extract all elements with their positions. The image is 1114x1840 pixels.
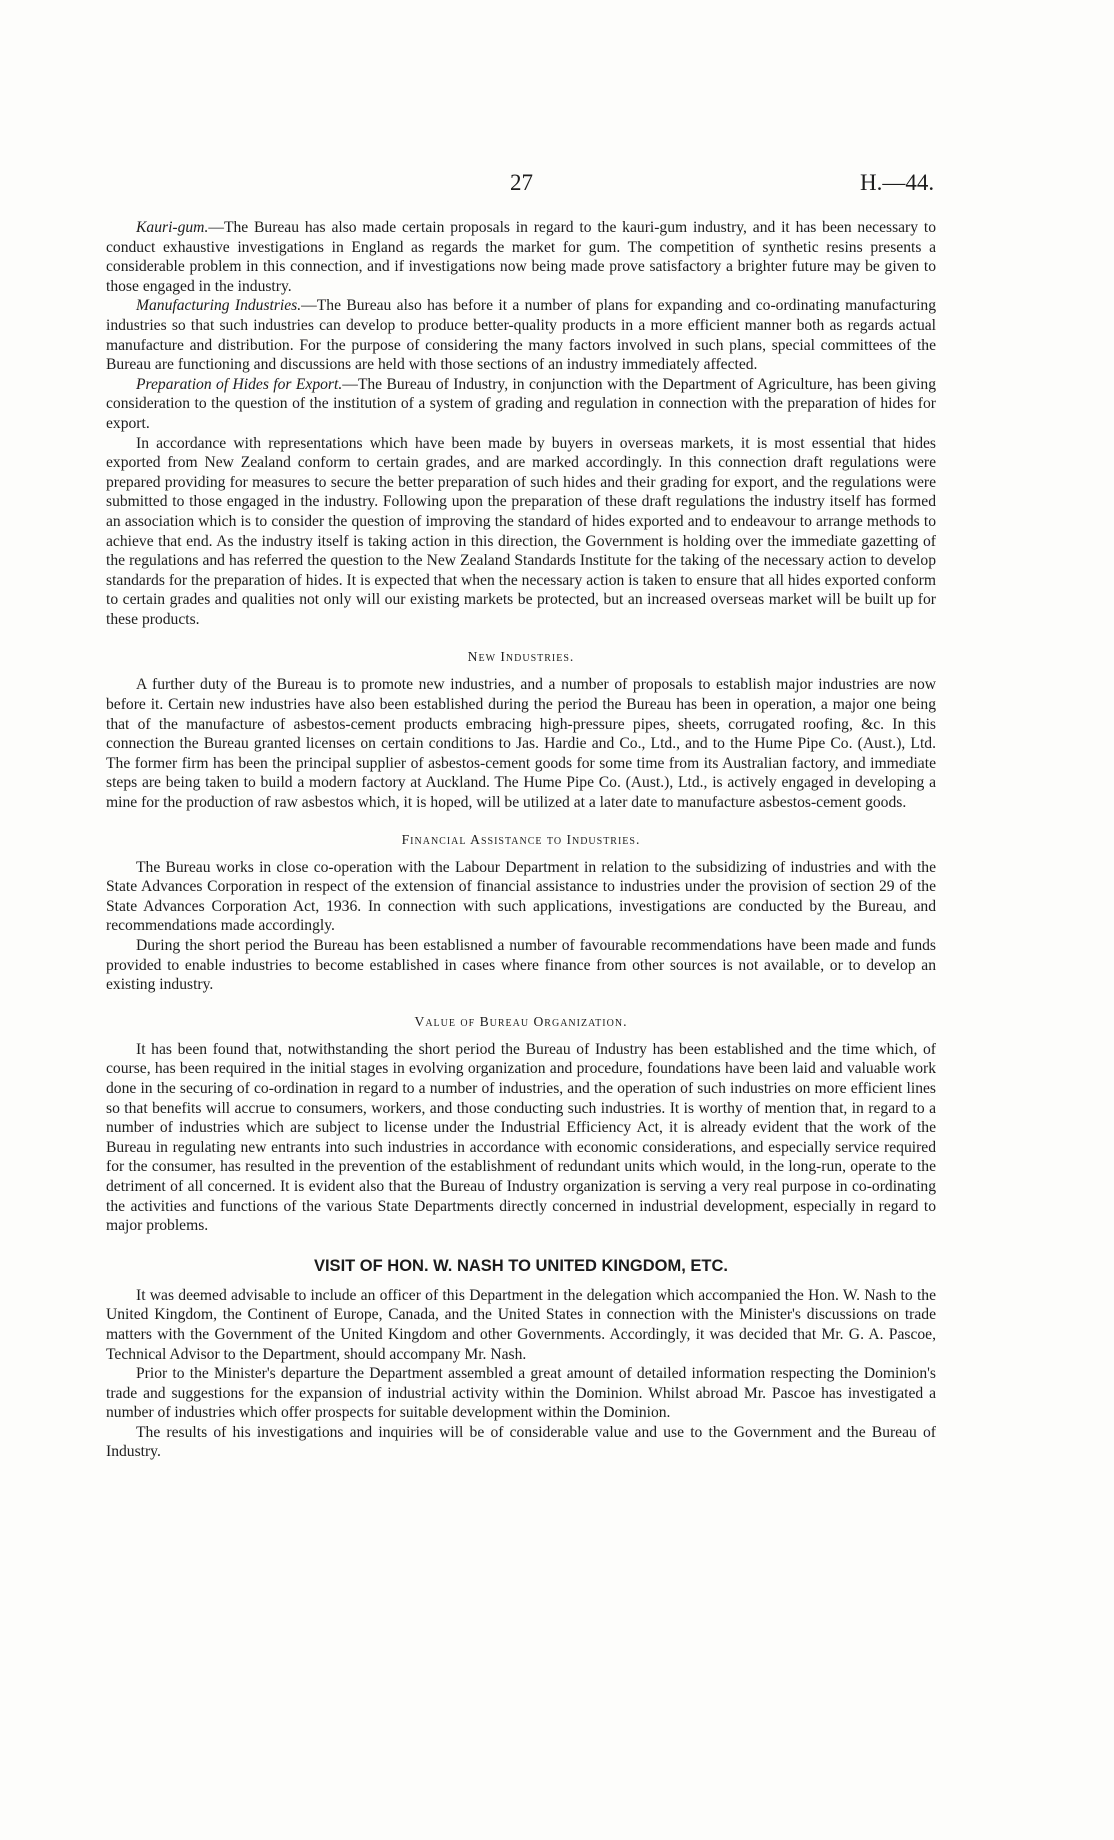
paragraph-financial-2: During the short period the Bureau has been establisned a number of favourable recommendations have been made and funds provided to enable industries to become established in cases where finance from other sources is not available, or to develop an existing industry. [106, 937, 936, 994]
paragraph-lead: Kauri-gum. [136, 219, 209, 236]
paragraph-manufacturing [106, 296, 936, 374]
document-body [106, 218, 936, 1462]
paragraph-lead: Manufacturing Industries. [136, 297, 302, 315]
section-heading-value: Value of Bureau Organization. [414, 1013, 628, 1029]
paragraph-text: —The Bureau also has before it a number of plans for expanding and co-ordinating manufacturing industries so that such industries can develop to produce better-quality products in a more efficient manner both as regards actual manufacture and distribution. For the purpose of considering the many factors involved in such plans, special committees of the Bureau are functioning and discussions are held with those sections of an industry immediately affected. [106, 297, 936, 374]
paragraph-text: —The Bureau has also made certain proposals in regard to the kauri-gum industry, and it has been necessary to conduct exhaustive investigations in England as regards the market for gum. The competition of synthetic resins presents a considerable problem in this connection, and if investigations now being made prove satisfactory a brighter future may be given to those engaged in the industry. [106, 219, 936, 295]
paragraph-kauri-gum [106, 218, 936, 296]
paragraph-hides [106, 375, 936, 434]
paragraph-new-industries: A further duty of the Bureau is to promote new industries, and a number of proposals to establish major industries are now before it. Certain new industries have also been established during the period the Bureau has been in operation, a major one being that of the manufacture of asbestos-cement products embracing high-pressure pipes, sheets, corrugated roofing, &c. In this connection the Bureau granted licenses on certain conditions to Jas. Hardie and Co., Ltd., and to the Hume Pipe Co. (Aust.), Ltd. The former firm has been the principal supplier of asbestos-cement goods for some time from its Australian factory, and immediate steps are being taken to build a modern factory at Auckland. The Hume Pipe Co. (Aust.), Ltd., is actively engaged in developing a mine for the production of raw asbestos which, it is hoped, will be utilized at a later date to manufacture asbestos-cement goods. [106, 676, 936, 812]
paragraph-hides-continued: In accordance with representations which have been made by buyers in overseas markets, it is most essential that hides exported from New Zealand conform to certain grades, and are marked accordingly. In this connection draft regulations were prepared providing for measures to secure the better preparation of such hides and their grading for export, and the regulations were submitted to those engaged in the industry. Following upon the preparation of these draft regulations the industry itself has formed an association which is to consider the question of improving the standard of hides exported and to endeavour to arrange methods to achieve that end. As the industry itself is taking action in this direction, the Government is holding over the immediate gazetting of the regulations and has referred the question to the New Zealand Standards Institute for the taking of the necessary action to develop standards for the preparation of hides. It is expected that when the necessary action is taken to ensure that all hides exported conform to certain grades and qualities not only will our existing markets be protected, but an increased overseas market will be built up for these products. [106, 434, 936, 628]
document-reference: H.—44. [860, 170, 935, 195]
section-heading-new-industries: New Industries. [467, 649, 575, 665]
section-heading-financial-assistance: Financial Assistance to Industries. [401, 831, 641, 847]
paragraph-financial-1: The Bureau works in close co-operation with the Labour Department in relation to the subsidizing of industries and with the State Advances Corporation in respect of the extension of financial assistance to industries under the provision of section 29 of the State Advances Corporation Act, 1936. In connection with such applications, investigations are conducted by the Bureau, and recommendations made accordingly. [106, 858, 936, 935]
paragraph-text: —The Bureau of Industry, in conjunction with the Department of Agriculture, has been giving consideration to the question of the institution of a system of grading and regulation in connection with the preparation of hides for export. [106, 375, 937, 432]
paragraph-visit-3: The results of his investigations and inquiries will be of considerable value and use to the Government and the Bureau of Industry. [106, 1423, 936, 1461]
page-number: 27 [510, 170, 533, 195]
paragraph-visit-1: It was deemed advisable to include an officer of this Department in the delegation which accompanied the Hon. W. Nash to the United Kingdom, the Continent of Europe, Canada, and the United States in connection with the Minister's discussions on trade matters with the Government of the United Kingdom and other Governments. Accordingly, it was decided that Mr. G. A. Pascoe, Technical Advisor to the Department, should accompany Mr. Nash. [106, 1286, 936, 1363]
page-header [0, 170, 1114, 210]
paragraph-lead: Preparation of Hides for Export. [136, 375, 343, 393]
paragraph-visit-2: Prior to the Minister's departure the Department assembled a great amount of detailed information respecting the Dominion's trade and suggestions for the expansion of industrial activity within the Dominion. Whilst abroad Mr. Pascoe has investigated a number of industries which offer prospects for suitable development within the Dominion. [106, 1365, 936, 1422]
section-heading-visit: VISIT OF HON. W. NASH TO UNITED KINGDOM, ETC. [313, 1256, 729, 1275]
paragraph-value: It has been found that, notwithstanding the short period the Bureau of Industry has been established and the time which, of course, has been required in the initial stages in evolving organization and procedure, foundations have been laid and valuable work done in the securing of co-ordination in regard to a number of industries, and the operation of such industries on more efficient lines so that benefits will accrue to consumers, workers, and those conducting such industries. It is worthy of mention that, in regard to a number of industries which are subject to license under the Industrial Efficiency Act, it is already evident that the work of the Bureau in regulating new entrants into such industries in accordance with economic considerations, and especially service required for the consumer, has resulted in the prevention of the establishment of redundant units which would, in the long-run, operate to the detriment of all concerned. It is evident also that the Bureau of Industry organization is serving a very real purpose in co-ordinating the activities and functions of the various State Departments directly concerned in industrial development, especially in regard to major problems. [106, 1040, 936, 1235]
